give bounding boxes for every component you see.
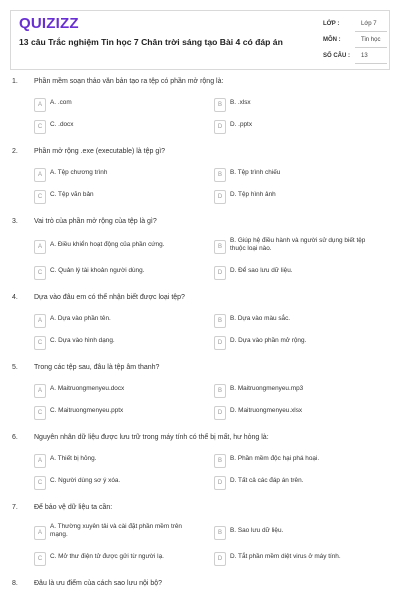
option-letter-box: B: [214, 526, 226, 540]
option-letter-box: C: [34, 336, 46, 350]
option-letter-box: B: [214, 314, 226, 328]
option-text: D. Để sao lưu dữ liệu.: [230, 267, 293, 274]
option-letter-box: A: [34, 240, 46, 254]
question-6: [10, 434, 390, 494]
option-letter-box: A: [34, 98, 46, 112]
question-number: 8.: [12, 580, 18, 587]
option-a[interactable]: [34, 314, 206, 328]
option-d[interactable]: [214, 476, 386, 490]
option-d[interactable]: [214, 266, 386, 280]
option-letter-box: D: [214, 552, 226, 566]
meta-value: 13: [361, 53, 368, 59]
question-number: 7.: [12, 504, 18, 511]
option-a[interactable]: [34, 384, 206, 398]
meta-block: [323, 17, 387, 65]
option-text: D. Dựa vào phần mở rộng.: [230, 337, 307, 344]
option-text: B. Dựa vào màu sắc.: [230, 315, 291, 322]
option-text: B. .xlsx: [230, 99, 251, 106]
question-number: 3.: [12, 218, 18, 225]
option-letter-box: C: [34, 120, 46, 134]
question-text: Vai trò của phần mở rộng của tệp là gì?: [34, 218, 157, 225]
option-letter-box: A: [34, 384, 46, 398]
meta-row-class: [323, 17, 387, 33]
option-d[interactable]: [214, 190, 386, 204]
option-letter-box: C: [34, 266, 46, 280]
meta-value: Lớp 7: [361, 21, 377, 27]
option-text: D. Maitruongmenyeu.xlsx: [230, 407, 303, 414]
option-text: A. .com: [50, 99, 72, 106]
option-a[interactable]: [34, 523, 206, 540]
option-text: A. Tệp chương trình: [50, 169, 108, 176]
option-letter-box: B: [214, 454, 226, 468]
option-letter-box: D: [214, 476, 226, 490]
question-text: Phần mở rộng .exe (executable) là tệp gì?: [34, 148, 166, 155]
option-letter-box: D: [214, 406, 226, 420]
option-letter-box: B: [214, 168, 226, 182]
quizizz-logo: QUIZIZZ: [19, 15, 79, 32]
option-text: D. Tất cả các đáp án trên.: [230, 477, 304, 484]
option-c[interactable]: [34, 190, 206, 204]
option-text: D. .pptx: [230, 121, 253, 128]
option-letter-box: A: [34, 526, 46, 540]
option-letter-box: A: [34, 168, 46, 182]
question-8: [10, 580, 390, 594]
option-text: D. Tệp hình ảnh: [230, 191, 276, 198]
option-b[interactable]: [214, 526, 386, 540]
option-letter-box: C: [34, 552, 46, 566]
question-text: Dựa vào đâu em có thể nhận biết được loại tệp?: [34, 294, 185, 301]
question-number: 2.: [12, 148, 18, 155]
option-letter-box: C: [34, 190, 46, 204]
option-c[interactable]: [34, 476, 206, 490]
option-text: B. Giúp hệ điều hành và người sử dụng biết tệp thuộc loại nào.: [230, 237, 366, 252]
meta-label: LỚP :: [323, 21, 340, 27]
option-text: C. Maitruongmenyeu.pptx: [50, 407, 124, 414]
option-a[interactable]: [34, 240, 206, 254]
option-b[interactable]: [214, 454, 386, 468]
option-b[interactable]: [214, 314, 386, 328]
meta-label: MÔN :: [323, 37, 341, 43]
option-a[interactable]: [34, 454, 206, 468]
option-b[interactable]: [214, 98, 386, 112]
option-b[interactable]: [214, 384, 386, 398]
document-title: 13 câu Trắc nghiệm Tin học 7 Chân trời sáng tạo Bài 4 có đáp án: [19, 37, 283, 47]
question-5: [10, 364, 390, 424]
option-a[interactable]: [34, 98, 206, 112]
question-number: 5.: [12, 364, 18, 371]
option-c[interactable]: [34, 552, 206, 566]
option-b[interactable]: [214, 237, 386, 254]
option-text: B. Maitruongmenyeu.mp3: [230, 385, 304, 392]
option-c[interactable]: [34, 120, 206, 134]
option-text: D. Tắt phần mềm diệt virus ở máy tính.: [230, 553, 341, 560]
option-a[interactable]: [34, 168, 206, 182]
question-1: [10, 78, 390, 138]
option-d[interactable]: [214, 552, 386, 566]
option-text: C. Quản lý tài khoản người dùng.: [50, 267, 145, 274]
option-letter-box: C: [34, 476, 46, 490]
option-letter-box: D: [214, 266, 226, 280]
meta-underline: [355, 63, 387, 64]
option-letter-box: A: [34, 314, 46, 328]
meta-row-count: [323, 49, 387, 65]
option-text: B. Tệp trình chiếu: [230, 169, 281, 176]
question-2: [10, 148, 390, 208]
option-letter-box: D: [214, 120, 226, 134]
option-text: A. Thường xuyên tải và cài đặt phần mềm trên mạng.: [50, 523, 182, 538]
question-text: Để bảo vệ dữ liệu ta cần:: [34, 504, 113, 511]
option-d[interactable]: [214, 120, 386, 134]
option-letter-box: B: [214, 98, 226, 112]
option-letter-box: A: [34, 454, 46, 468]
option-text: A. Dựa vào phần tên.: [50, 315, 111, 322]
option-text: C. Dựa vào hình dạng.: [50, 337, 115, 344]
option-letter-box: C: [34, 406, 46, 420]
option-text: A. Thiết bị hỏng.: [50, 455, 97, 462]
meta-underline: [355, 31, 387, 32]
question-number: 4.: [12, 294, 18, 301]
option-b[interactable]: [214, 168, 386, 182]
option-text: C. Tệp văn bản: [50, 191, 94, 198]
meta-label: SỐ CÂU :: [323, 53, 350, 59]
question-text: Trong các tệp sau, đâu là tệp âm thanh?: [34, 364, 160, 371]
option-letter-box: D: [214, 190, 226, 204]
question-4: [10, 294, 390, 354]
option-letter-box: B: [214, 240, 226, 254]
option-text: B. Phần mềm độc hại phá hoại.: [230, 455, 320, 462]
question-3: [10, 218, 390, 284]
option-c[interactable]: [34, 336, 206, 350]
option-c[interactable]: [34, 266, 206, 280]
meta-row-subject: [323, 33, 387, 49]
option-d[interactable]: [214, 336, 386, 350]
option-d[interactable]: [214, 406, 386, 420]
meta-value: Tin học: [361, 37, 381, 43]
option-text: C. Người dùng sơ ý xóa.: [50, 477, 121, 484]
question-number: 6.: [12, 434, 18, 441]
document-header: [10, 10, 390, 70]
option-text: C. .docx: [50, 121, 74, 128]
option-letter-box: B: [214, 384, 226, 398]
question-text: Đâu là ưu điểm của cách sao lưu nội bộ?: [34, 580, 163, 587]
option-text: C. Mở thư điện tử được gửi từ người lạ.: [50, 553, 164, 560]
meta-underline: [355, 47, 387, 48]
option-c[interactable]: [34, 406, 206, 420]
option-text: A. Maitruongmenyeu.docx: [50, 385, 125, 392]
option-text: B. Sao lưu dữ liệu.: [230, 527, 284, 534]
question-text: Nguyên nhân dữ liệu được lưu trữ trong máy tính có thể bị mất, hư hỏng là:: [34, 434, 269, 441]
question-number: 1.: [12, 78, 18, 85]
question-text: Phần mềm soạn thảo văn bản tạo ra tệp có phần mở rộng là:: [34, 78, 224, 85]
option-text: A. Điều khiển hoạt động của phần cứng.: [50, 241, 165, 248]
question-7: [10, 504, 390, 570]
option-letter-box: D: [214, 336, 226, 350]
